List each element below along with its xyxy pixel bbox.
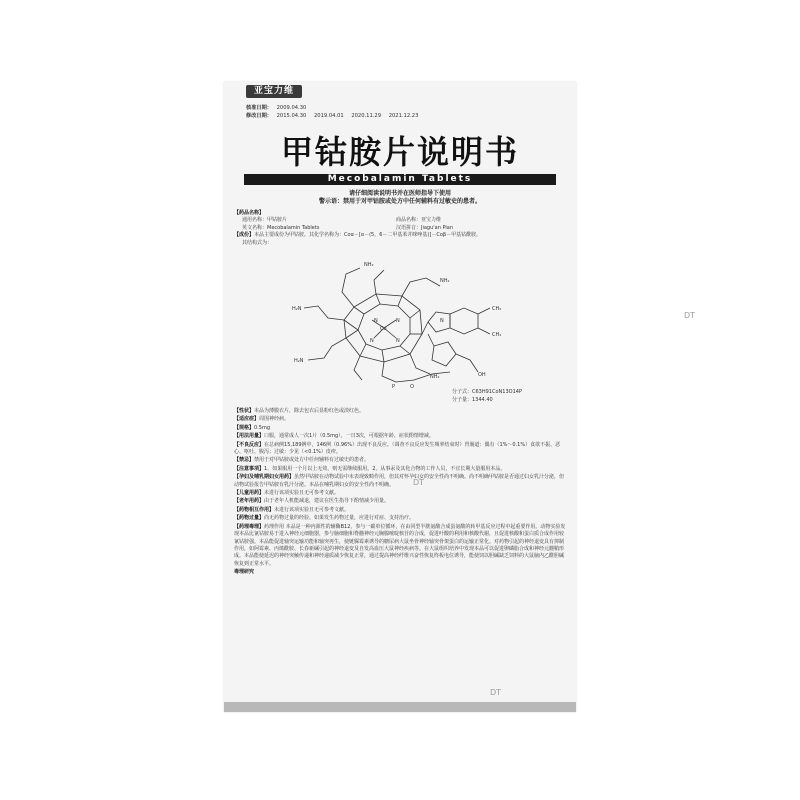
ingredients-heading: 【成份】	[234, 232, 255, 239]
section-heading: 【性状】	[234, 408, 255, 414]
section-row	[234, 524, 566, 568]
section-heading: 【规格】	[234, 424, 255, 431]
svg-text:NH₂: NH₂	[430, 374, 440, 380]
section-row	[234, 569, 566, 576]
svg-text:CH₃: CH₃	[492, 306, 502, 312]
section-text: 毒理研究	[234, 569, 255, 576]
section-row	[234, 515, 566, 522]
section-text: 尚无药物过量的经验。如果发生药物过量，应进行对症、支持治疗。	[264, 515, 415, 522]
section-row	[234, 490, 566, 497]
watermark: DT	[490, 688, 502, 697]
trade-name: 商品名称：亚宝力维	[396, 217, 442, 224]
leaflet-sections	[234, 408, 566, 578]
svg-text:O: O	[410, 384, 414, 390]
section-text: 本品为薄膜衣片，除去包衣后显粉红色或淡红色。	[254, 408, 365, 414]
section-heading: 【药理毒理】	[234, 523, 265, 530]
section-heading: 【禁忌】	[234, 457, 255, 464]
document-title: 甲钴胺片说明书	[280, 133, 519, 171]
watermark: DT	[684, 311, 696, 320]
section-heading: 【孕妇及哺乳期妇女用药】	[234, 474, 295, 481]
section-heading: 【药物过量】	[234, 515, 265, 522]
warning-notice: 警示语：禁用于对甲钴胺或处方中任何辅料有过敏史的患者。	[318, 198, 481, 205]
section-heading: 【适应症】	[234, 416, 260, 423]
svg-text:P: P	[392, 384, 396, 390]
section-text: 0.5mg	[254, 424, 271, 431]
section-text: 未进行该项实验且无可参考文献。	[264, 490, 340, 497]
section-row	[234, 425, 566, 432]
section-row	[234, 416, 566, 423]
modified-date: 2021.12.23	[388, 113, 419, 119]
section-heading: 【儿童用药】	[234, 490, 265, 497]
molecular-formula: 分子式：C63H91CoN13O14P	[452, 389, 522, 395]
brand-logo: 亚宝力维	[246, 85, 302, 98]
svg-text:N: N	[370, 338, 374, 344]
chemical-structure-diagram	[264, 262, 524, 392]
section-row	[234, 457, 566, 464]
read-notice: 请仔细阅读说明书并在医师指导下使用	[348, 190, 451, 197]
svg-text:N: N	[374, 318, 378, 324]
section-heading: 【药物相互作用】	[234, 506, 275, 513]
pinyin-name: 汉语拼音：Jiagu'an Pian	[396, 224, 453, 231]
section-heading: 【注意事项】	[234, 465, 265, 472]
drug-name-heading: 【药品名称】	[234, 210, 265, 216]
ingredients-text: 本品主要成份为甲钴胺。其化学名称为：Coα－[α－(5，6－二甲基苯并咪唑基)]－Coβ－甲基钴酰胺。	[254, 232, 482, 239]
svg-text:CH₃: CH₃	[492, 332, 502, 338]
section-text: 由于老年人机能减退，建议在医生指导下酌情减少用量。	[264, 498, 390, 505]
section-text: 口服，通常成人一次1片（0.5mg），一日3次，可根据年龄、症状酌情增减。	[264, 433, 434, 440]
section-row	[234, 408, 566, 415]
section-text: 药理作用 本品是一种内源性的辅酶B12，参与一碳单位循环，在由同型半胱氨酸合成蛋氨酸的转甲基反应过程中起重要作用。动物实验发现本品比氰钴胺易于进入神经元细胞器，参与脑细胞和脊髓神经元胸腺嘧啶核苷的合成，促进叶酸的利用和核酸代谢，且促进核酸和蛋白质合成作用较氰钴胺强。本品能促进轴突运输功能和轴突再生，使链脲霉素诱导的糖尿病大鼠坐骨神经轴突骨架蛋白的运输正常化。对药物引起的神经退变具有抑制作用，如阿霉素、丙烯酰胺、长春新碱引起的神经退变及自发高血压大鼠神经疾病等。在大鼠组织培养中发现本品可以促进卵磷脂合成和神经元髓鞘形成。本品能使延迟的神经突触传递和神经递质减少恢复正常，通过提高神经纤维兴奋性恢复终板电位诱导，能使饲以胆碱缺乏饲料的大鼠脑内乙酰胆碱恢复到正常水平。	[234, 523, 566, 567]
leaflet-sheet	[224, 82, 576, 712]
approval-date-label: 核准日期：	[246, 105, 272, 111]
modified-date: 2015.04.30	[276, 113, 307, 119]
molecular-weight: 分子量：1344.40	[452, 397, 493, 403]
modified-date-label: 修改日期：	[246, 113, 272, 119]
svg-text:NH₂: NH₂	[440, 278, 450, 284]
svg-text:N: N	[396, 318, 400, 324]
section-text: 未进行该项实验且无可参考文献。	[274, 506, 350, 513]
modified-date: 2020.11.29	[351, 113, 382, 119]
approval-date-line	[246, 104, 312, 111]
approval-date: 2009.04.30	[276, 105, 307, 111]
generic-name: 通用名称：甲钴胺片	[242, 217, 288, 224]
svg-text:H₂N: H₂N	[294, 358, 304, 364]
section-row	[234, 498, 566, 505]
drug-name-section	[234, 210, 566, 247]
svg-text:NH₂: NH₂	[364, 262, 374, 268]
section-row	[234, 466, 566, 473]
section-heading: 【用法用量】	[234, 433, 265, 440]
section-text: 1、如果服用一个月以上无效，则无需继续服用。2、从事汞及其化合物的工作人员，不宜长期大量服用本品。	[264, 465, 506, 472]
svg-text:Co: Co	[380, 326, 387, 332]
section-heading: 【不良反应】	[234, 441, 265, 448]
watermark: DT	[413, 478, 425, 487]
section-text: 周围神经病。	[259, 416, 290, 423]
bottom-band	[224, 702, 576, 712]
structure-label: 其结构式为：	[242, 239, 273, 246]
ingredients-line	[234, 232, 566, 239]
section-text: 禁用于对甲钴胺或处方中任何辅料有过敏史的患者。	[254, 457, 370, 464]
svg-text:N: N	[440, 318, 444, 324]
english-title-banner: Mecobalamin Tablets	[244, 174, 556, 185]
section-row	[234, 507, 566, 514]
section-row	[234, 442, 566, 457]
section-row	[234, 433, 566, 440]
section-heading: 【老年用药】	[234, 498, 265, 505]
modified-date-line	[246, 112, 424, 119]
svg-text:OH: OH	[478, 372, 486, 378]
svg-text:N: N	[396, 338, 400, 344]
section-text: 在总病例15,189例中，146例（0.96%）出现不良反应。（调查不良反应发生频率结束时）胃肠道：偶有（1%～0.1%）食欲不振、恶心、呕吐、腹泻；过敏：少见（<0.1%）皮疹。	[234, 441, 561, 456]
english-name: 英文名称：Mecobalamin Tablets	[242, 224, 320, 231]
section-row	[234, 474, 566, 489]
modified-date: 2019.04.01	[313, 113, 344, 119]
svg-text:H₂N: H₂N	[292, 306, 302, 312]
section-text: 虽然甲钴胺在动物试验中未表现致畸作用，但其对怀孕妇女的安全性尚不明确。尚不明确甲钴胺是否通过妇女乳汁分泌，但动物试验报告甲钴胺有乳汁分泌。本品在哺乳期妇女的安全性尚不明确。	[234, 474, 565, 488]
